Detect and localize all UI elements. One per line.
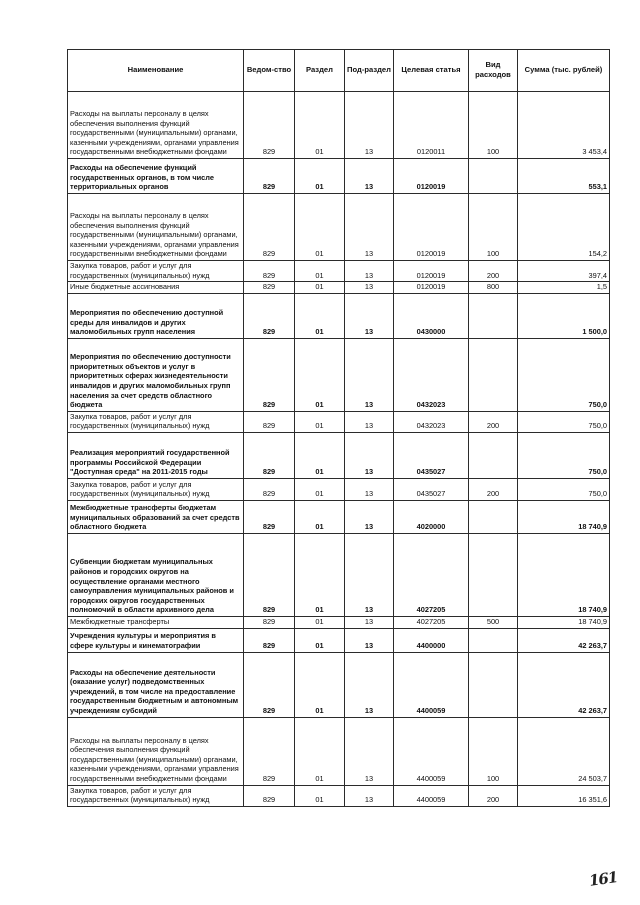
table-row: [68, 616, 610, 628]
row-summa-cell: 750,0: [518, 432, 610, 478]
row-vid-cell: 100: [469, 717, 518, 785]
row-ved-cell: 829: [244, 652, 295, 717]
row-summa-cell: 750,0: [518, 478, 610, 500]
row-statya-cell: 0435027: [394, 432, 469, 478]
table-row: [68, 338, 610, 411]
row-razdel-cell: 01: [295, 92, 345, 159]
row-name-cell: Учреждения культуры и мероприятия в сфере культуры и кинематографии: [68, 628, 244, 652]
row-razdel-cell: 01: [295, 338, 345, 411]
row-statya-cell: 0432023: [394, 411, 469, 432]
header-statya: Целевая статья: [394, 50, 469, 92]
row-name-cell: Расходы на выплаты персоналу в целях обеспечения выполнения функций государственными (муниципальными) органами, казенными учреждениями, органами управления государственными внебюджетными фондами: [68, 194, 244, 261]
row-razdel-cell: 01: [295, 261, 345, 282]
row-summa-cell: 42 263,7: [518, 652, 610, 717]
row-name-cell: Иные бюджетные ассигнования: [68, 282, 244, 294]
table-row: [68, 411, 610, 432]
row-ved-cell: 829: [244, 159, 295, 194]
header-vid: Вид расходов: [469, 50, 518, 92]
row-ved-cell: 829: [244, 411, 295, 432]
table-header-row: [68, 50, 610, 92]
page-number-mark: 161: [587, 868, 619, 890]
row-summa-cell: 154,2: [518, 194, 610, 261]
row-razdel-cell: 01: [295, 411, 345, 432]
row-razdel-cell: 01: [295, 616, 345, 628]
row-name-cell: Межбюджетные трансферты: [68, 616, 244, 628]
row-vid-cell: [469, 628, 518, 652]
table-row: [68, 282, 610, 294]
table-row: [68, 500, 610, 533]
row-summa-cell: 42 263,7: [518, 628, 610, 652]
row-summa-cell: 16 351,6: [518, 785, 610, 806]
row-podrazdel-cell: 13: [345, 616, 394, 628]
row-ved-cell: 829: [244, 628, 295, 652]
row-ved-cell: 829: [244, 533, 295, 616]
table-row: [68, 628, 610, 652]
row-podrazdel-cell: 13: [345, 785, 394, 806]
row-name-cell: Расходы на обеспечение функций государственных органов, в том числе территориальных органов: [68, 159, 244, 194]
row-summa-cell: 3 453,4: [518, 92, 610, 159]
row-podrazdel-cell: 13: [345, 533, 394, 616]
row-ved-cell: 829: [244, 194, 295, 261]
row-vid-cell: 100: [469, 92, 518, 159]
row-podrazdel-cell: 13: [345, 159, 394, 194]
row-summa-cell: 1 500,0: [518, 293, 610, 338]
row-summa-cell: 18 740,9: [518, 533, 610, 616]
row-razdel-cell: 01: [295, 785, 345, 806]
row-podrazdel-cell: 13: [345, 282, 394, 294]
row-ved-cell: 829: [244, 717, 295, 785]
table-row: [68, 261, 610, 282]
row-summa-cell: 553,1: [518, 159, 610, 194]
row-summa-cell: 1,5: [518, 282, 610, 294]
row-name-cell: Закупка товаров, работ и услуг для государственных (муниципальных) нужд: [68, 261, 244, 282]
row-ved-cell: 829: [244, 478, 295, 500]
row-vid-cell: [469, 652, 518, 717]
row-podrazdel-cell: 13: [345, 628, 394, 652]
row-summa-cell: 750,0: [518, 338, 610, 411]
row-statya-cell: 4400059: [394, 717, 469, 785]
row-vid-cell: 200: [469, 478, 518, 500]
table-body: [68, 92, 610, 807]
row-name-cell: Реализация мероприятий государственной программы Российской Федерации "Доступная среда" на 2011-2015 годы: [68, 432, 244, 478]
row-podrazdel-cell: 13: [345, 194, 394, 261]
table-row: [68, 194, 610, 261]
row-summa-cell: 18 740,9: [518, 500, 610, 533]
row-podrazdel-cell: 13: [345, 92, 394, 159]
row-razdel-cell: 01: [295, 194, 345, 261]
table-row: [68, 785, 610, 806]
row-podrazdel-cell: 13: [345, 293, 394, 338]
row-statya-cell: 0430000: [394, 293, 469, 338]
row-statya-cell: 0120019: [394, 282, 469, 294]
row-razdel-cell: 01: [295, 159, 345, 194]
row-statya-cell: 0120019: [394, 261, 469, 282]
row-name-cell: Закупка товаров, работ и услуг для государственных (муниципальных) нужд: [68, 785, 244, 806]
row-podrazdel-cell: 13: [345, 478, 394, 500]
budget-table: [67, 49, 610, 807]
row-summa-cell: 18 740,9: [518, 616, 610, 628]
row-name-cell: Субвенции бюджетам муниципальных районов и городских округов на осуществление органами местного самоуправления муниципальных районов и городских округов государственных полномочий в области архивного дела: [68, 533, 244, 616]
row-name-cell: Расходы на обеспечение деятельности (оказание услуг) подведомственных учреждений, в том числе на предоставление государственным бюджетным и автономным учреждениям субсидий: [68, 652, 244, 717]
row-name-cell: Мероприятия по обеспечению доступности приоритетных объектов и услуг в приоритетных сферах жизнедеятельности инвалидов и других маломобильных групп населения за счет средств областного бюджета: [68, 338, 244, 411]
row-statya-cell: 4400059: [394, 785, 469, 806]
row-statya-cell: 4027205: [394, 616, 469, 628]
row-vid-cell: [469, 533, 518, 616]
row-razdel-cell: 01: [295, 652, 345, 717]
table-row: [68, 533, 610, 616]
row-vid-cell: [469, 432, 518, 478]
row-razdel-cell: 01: [295, 293, 345, 338]
row-vid-cell: 200: [469, 411, 518, 432]
row-name-cell: Мероприятия по обеспечению доступной среды для инвалидов и других маломобильных групп населения: [68, 293, 244, 338]
row-ved-cell: 829: [244, 338, 295, 411]
header-podrazdel: Под-раздел: [345, 50, 394, 92]
table-row: [68, 478, 610, 500]
row-name-cell: Межбюджетные трансферты бюджетам муниципальных образований за счет средств областного бюджета: [68, 500, 244, 533]
row-ved-cell: 829: [244, 92, 295, 159]
row-vid-cell: 200: [469, 785, 518, 806]
row-statya-cell: 0435027: [394, 478, 469, 500]
header-name: Наименование: [68, 50, 244, 92]
row-statya-cell: 0120011: [394, 92, 469, 159]
header-razdel: Раздел: [295, 50, 345, 92]
header-ved: Ведом-ство: [244, 50, 295, 92]
row-name-cell: Расходы на выплаты персоналу в целях обеспечения выполнения функций государственными (муниципальными) органами, казенными учреждениями, органами управления государственными внебюджетными фондами: [68, 717, 244, 785]
row-ved-cell: 829: [244, 261, 295, 282]
row-summa-cell: 24 503,7: [518, 717, 610, 785]
table-row: [68, 92, 610, 159]
row-vid-cell: [469, 338, 518, 411]
row-razdel-cell: 01: [295, 628, 345, 652]
row-vid-cell: 800: [469, 282, 518, 294]
row-statya-cell: 4020000: [394, 500, 469, 533]
row-vid-cell: [469, 293, 518, 338]
row-name-cell: Закупка товаров, работ и услуг для государственных (муниципальных) нужд: [68, 411, 244, 432]
row-ved-cell: 829: [244, 785, 295, 806]
row-vid-cell: 200: [469, 261, 518, 282]
row-vid-cell: [469, 500, 518, 533]
row-statya-cell: 4400000: [394, 628, 469, 652]
row-ved-cell: 829: [244, 282, 295, 294]
row-ved-cell: 829: [244, 293, 295, 338]
row-statya-cell: 4400059: [394, 652, 469, 717]
table-row: [68, 159, 610, 194]
row-podrazdel-cell: 13: [345, 338, 394, 411]
table-row: [68, 652, 610, 717]
row-razdel-cell: 01: [295, 432, 345, 478]
table-row: [68, 432, 610, 478]
row-statya-cell: 0120019: [394, 159, 469, 194]
row-podrazdel-cell: 13: [345, 261, 394, 282]
row-statya-cell: 4027205: [394, 533, 469, 616]
table-row: [68, 717, 610, 785]
row-ved-cell: 829: [244, 432, 295, 478]
row-name-cell: Закупка товаров, работ и услуг для государственных (муниципальных) нужд: [68, 478, 244, 500]
row-podrazdel-cell: 13: [345, 500, 394, 533]
row-razdel-cell: 01: [295, 533, 345, 616]
row-statya-cell: 0432023: [394, 338, 469, 411]
row-razdel-cell: 01: [295, 282, 345, 294]
row-name-cell: Расходы на выплаты персоналу в целях обеспечения выполнения функций государственными (муниципальными) органами, казенными учреждениями, органами управления государственными внебюджетными фондами: [68, 92, 244, 159]
row-razdel-cell: 01: [295, 500, 345, 533]
row-podrazdel-cell: 13: [345, 652, 394, 717]
row-ved-cell: 829: [244, 616, 295, 628]
row-vid-cell: 100: [469, 194, 518, 261]
row-summa-cell: 397,4: [518, 261, 610, 282]
header-summa: Сумма (тыс. рублей): [518, 50, 610, 92]
row-podrazdel-cell: 13: [345, 411, 394, 432]
table-row: [68, 293, 610, 338]
row-podrazdel-cell: 13: [345, 432, 394, 478]
row-summa-cell: 750,0: [518, 411, 610, 432]
row-podrazdel-cell: 13: [345, 717, 394, 785]
row-razdel-cell: 01: [295, 717, 345, 785]
row-vid-cell: 500: [469, 616, 518, 628]
row-statya-cell: 0120019: [394, 194, 469, 261]
row-vid-cell: [469, 159, 518, 194]
row-ved-cell: 829: [244, 500, 295, 533]
row-razdel-cell: 01: [295, 478, 345, 500]
